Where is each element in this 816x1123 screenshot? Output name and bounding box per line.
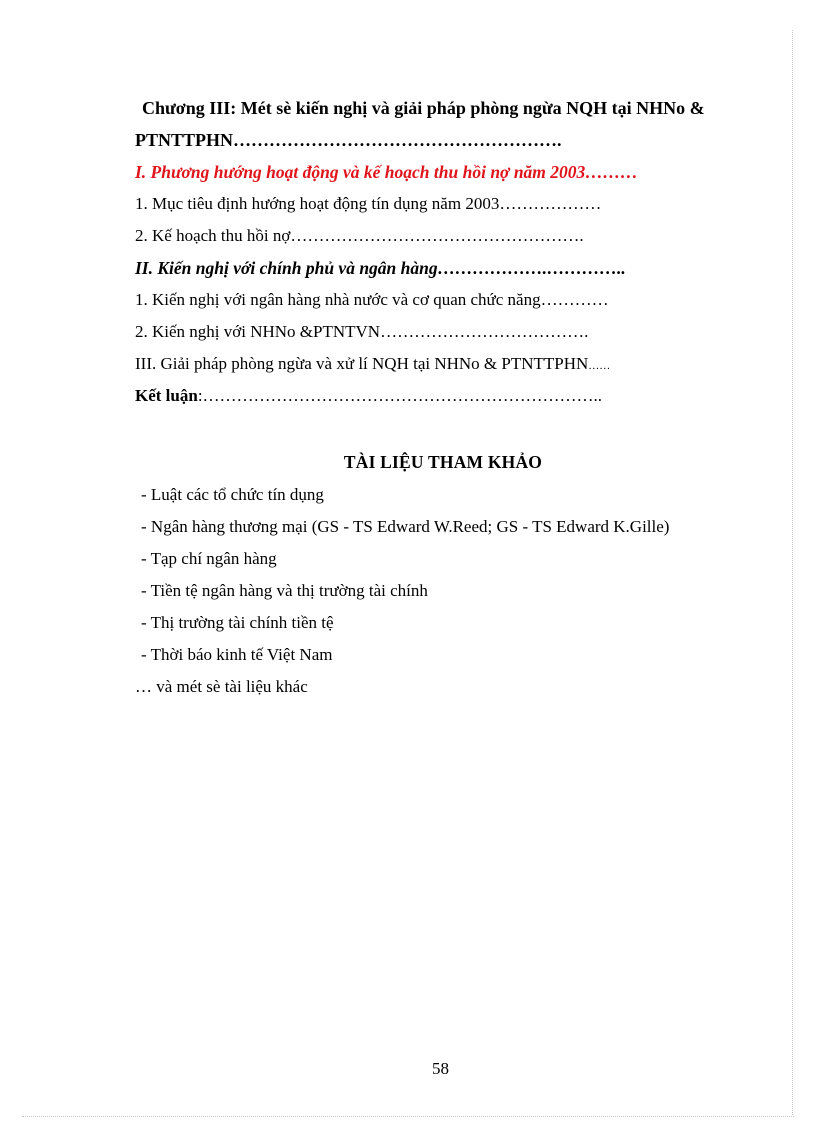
toc-item-2-1: 1. Kiến nghị với ngân hàng nhà nước và cơ quan chức năng………… (135, 290, 609, 309)
page-edge-bottom (22, 1116, 794, 1117)
toc-item-1-2: 2. Kế hoạch thu hồi nợ……………………………………………. (135, 226, 584, 245)
toc-section-3-text: III. Giải pháp phòng ngừa và xử lí NQH tại NHNo & PTNTTPHN (135, 354, 589, 373)
conclusion-dots: :…………………………………………………………….. (197, 386, 603, 405)
toc-item-1-1: 1. Mục tiêu định hướng hoạt động tín dụng năm 2003……………… (135, 194, 602, 213)
reference-item: - Ngân hàng thương mại (GS - TS Edward W.Reed; GS - TS Edward K.Gille) (141, 517, 670, 536)
toc-section-3 (135, 350, 765, 382)
reference-item: - Tiền tệ ngân hàng và thị trường tài chính (141, 581, 428, 600)
toc-section-3-dots: …… (588, 360, 611, 372)
references-list (135, 481, 775, 705)
toc-section-2: II. Kiến nghị với chính phủ và ngân hàng……………….………….. (135, 258, 626, 278)
references-closing: … và mét sè tài liệu khác (135, 677, 308, 696)
toc-section-1: I. Phương hướng hoạt động và kế hoạch thu hồi nợ năm 2003……… (135, 162, 638, 182)
reference-item: - Thời báo kinh tế Việt Nam (141, 645, 333, 664)
reference-item: - Tạp chí ngân hàng (141, 549, 277, 568)
page-number: 58 (432, 1059, 449, 1078)
table-of-contents (135, 94, 765, 414)
reference-item: - Thị trường tài chính tiền tệ (141, 613, 334, 632)
conclusion-label: Kết luận (135, 386, 198, 405)
toc-item-2-2: 2. Kiến nghị với NHNo &PTNTVN………………………………. (135, 322, 589, 341)
page-edge-right (792, 30, 793, 1115)
chapter-heading-line1: Chương III: Mét sè kiến nghị và giải pháp phòng ngừa NQH tại NHNo & (142, 98, 705, 118)
chapter-heading-line2: PTNTTPHN………………………………………………. (135, 130, 562, 150)
toc-conclusion (135, 382, 765, 414)
reference-item: - Luật các tổ chức tín dụng (141, 485, 324, 504)
references-title: TÀI LIỆU THAM KHẢO (343, 452, 543, 472)
